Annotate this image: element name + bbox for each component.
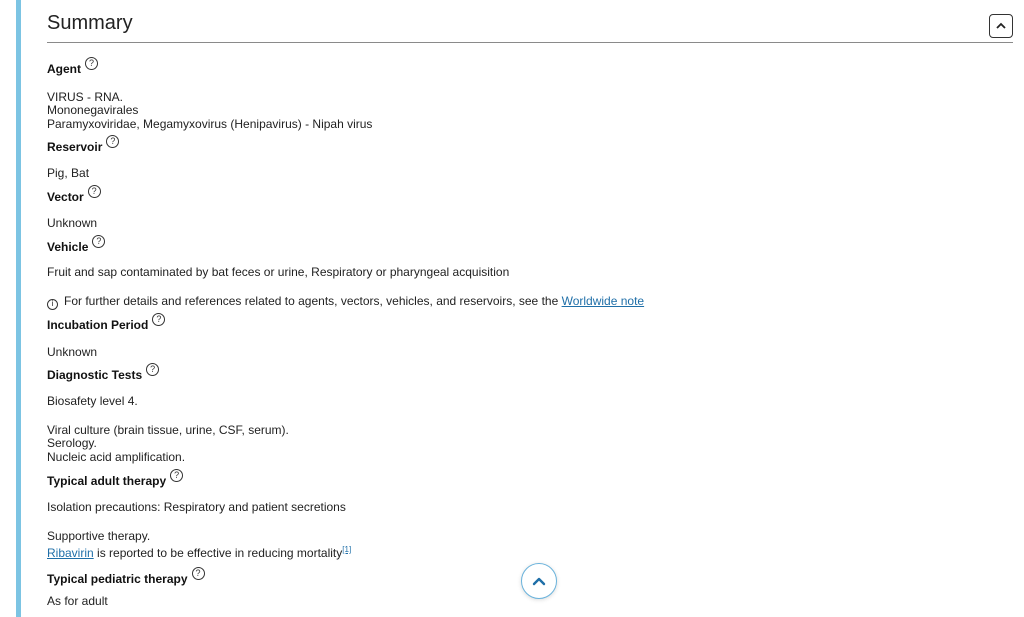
vehicle-value: Fruit and sap contaminated by bat feces or urine, Respiratory or pharyngeal acquisition <box>47 265 510 279</box>
help-icon[interactable]: ? <box>92 235 105 248</box>
diagnostic-line-1: Viral culture (brain tissue, urine, CSF, serum). <box>47 423 289 437</box>
summary-header <box>47 0 1013 43</box>
section-accent-bar <box>16 0 21 617</box>
collapse-button[interactable] <box>989 14 1013 38</box>
info-icon: i <box>47 299 58 310</box>
diagnostic-line-3: Nucleic acid amplification. <box>47 450 186 464</box>
chevron-up-icon <box>995 20 1007 32</box>
help-icon[interactable]: ? <box>146 363 159 376</box>
reference-link[interactable]: [1] <box>342 545 352 554</box>
help-icon[interactable]: ? <box>85 57 98 70</box>
agent-line-3: Paramyxoviridae, Megamyxovirus (Henipavirus) - Nipah virus <box>47 117 373 131</box>
diagnostic-biosafety: Biosafety level 4. <box>47 394 138 408</box>
scroll-to-top-button[interactable] <box>521 563 557 599</box>
reservoir-heading: Reservoir ? <box>47 140 119 155</box>
help-icon[interactable]: ? <box>106 135 119 148</box>
help-icon[interactable]: ? <box>170 469 183 482</box>
section-title: Summary <box>47 12 133 34</box>
worldwide-note: i For further details and references related to agents, vectors, vehicles, and reservoirs, see the Worldwide note <box>47 295 644 310</box>
agent-line-2: Mononegavirales <box>47 103 139 117</box>
chevron-up-icon <box>531 573 547 589</box>
pediatric-therapy-value: As for adult <box>47 594 108 608</box>
diagnostic-heading: Diagnostic Tests ? <box>47 368 159 383</box>
ribavirin-link[interactable]: Ribavirin <box>47 546 94 560</box>
diagnostic-line-2: Serology. <box>47 436 97 450</box>
help-icon[interactable]: ? <box>192 567 205 580</box>
agent-line-1: VIRUS - RNA. <box>47 90 124 104</box>
adult-therapy-supportive: Supportive therapy. <box>47 529 151 543</box>
reservoir-value: Pig, Bat <box>47 166 90 180</box>
adult-therapy-ribavirin: Ribavirin is reported to be effective in reducing mortality[1] <box>47 545 352 560</box>
help-icon[interactable]: ? <box>152 313 165 326</box>
incubation-heading: Incubation Period ? <box>47 318 165 333</box>
summary-section <box>47 0 1013 608</box>
pediatric-therapy-heading: Typical pediatric therapy ? <box>47 572 205 587</box>
vehicle-heading: Vehicle ? <box>47 240 105 255</box>
vector-value: Unknown <box>47 216 98 230</box>
worldwide-note-link[interactable]: Worldwide note <box>561 294 645 308</box>
adult-therapy-isolation: Isolation precautions: Respiratory and patient secretions <box>47 500 346 514</box>
incubation-value: Unknown <box>47 345 98 359</box>
help-icon[interactable]: ? <box>88 185 101 198</box>
vector-heading: Vector ? <box>47 190 101 205</box>
agent-heading: Agent ? <box>47 62 98 77</box>
adult-therapy-heading: Typical adult therapy ? <box>47 474 183 489</box>
